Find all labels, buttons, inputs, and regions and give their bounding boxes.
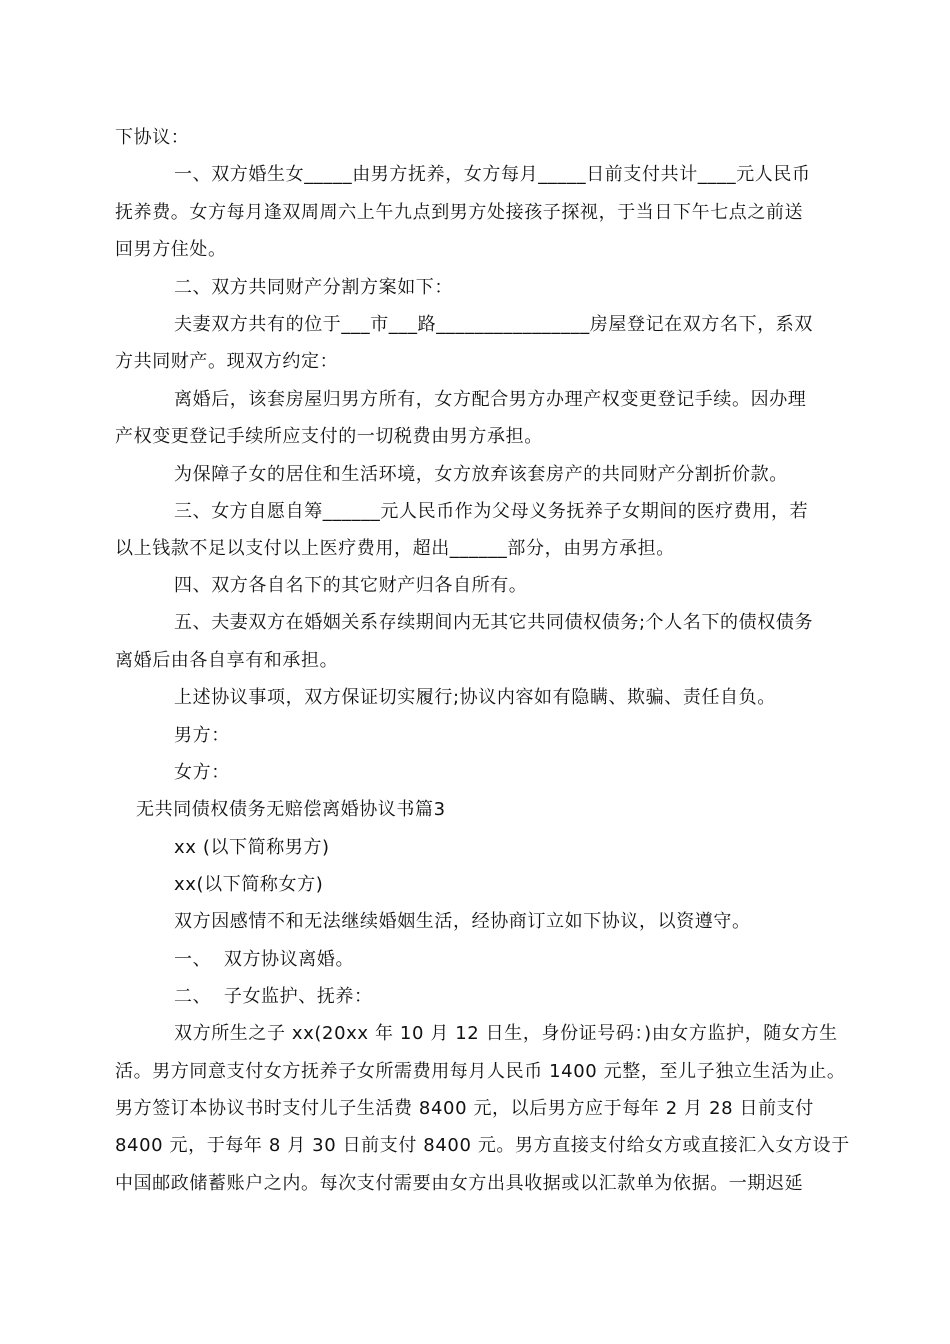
section-heading: 五、夫妻双方在婚姻关系存续期间内无其它共同债权债务;个人名下的债权债务 [174,612,814,633]
text-line: 夫妻双方共有的位于___市___路________________房屋登记在双方名下，系双 [174,314,813,335]
text-line: 活。男方同意支付女方抚养子女所需费用每月人民币 1400 元整，至儿子独立生活为止。 [115,1061,846,1082]
text-line: 双方因感情不和无法继续婚姻生活，经协商订立如下协议，以资遵守。 [174,911,751,932]
text-line: 离婚后，该套房屋归男方所有，女方配合男方办理产权变更登记手续。因办理 [174,389,807,410]
text-line: 离婚后由各自享有和承担。 [115,650,339,671]
section-heading: 二、 子女监护、抚养： [174,986,373,1007]
section-heading: 四、双方各自名下的其它财产归各自所有。 [174,575,528,596]
text-line: 方共同财产。现双方约定： [115,351,339,372]
document-title: 无共同债权债务无赔偿离婚协议书篇3 [136,799,446,820]
section-heading: 二、双方共同财产分割方案如下： [174,277,453,298]
text-line: 上述协议事项，双方保证切实履行;协议内容如有隐瞒、欺骗、责任自负。 [174,687,776,708]
signature-label-female: 女方： [174,762,230,783]
text-line: 下协议： [115,127,190,148]
text-line: 抚养费。女方每月逢双周周六上午九点到男方处接孩子探视，于当日下午七点之前送 [115,202,804,223]
signature-label-male: 男方： [174,725,230,746]
text-line: 8400 元，于每年 8 月 30 日前支付 8400 元。男方直接支付给女方或直接汇入女方设于 [115,1135,850,1156]
section-heading: 一、 双方协议离婚。 [174,949,355,970]
text-line: 以上钱款不足以支付以上医疗费用，超出______部分，由男方承担。 [115,538,675,559]
text-line: 一、双方婚生女_____由男方抚养，女方每月_____日前支付共计____元人民币 [174,164,811,185]
party-line-female: xx(以下简称女方) [174,874,324,895]
text-line: 为保障子女的居住和生活环境，女方放弃该套房产的共同财产分割折价款。 [174,464,788,485]
text-line: 回男方住处。 [115,239,227,260]
section-heading: 三、女方自愿自筹______元人民币作为父母义务抚养子女期间的医疗费用，若 [174,501,809,522]
party-line-male: xx (以下简称男方) [174,837,330,858]
text-line: 中国邮政储蓄账户之内。每次支付需要由女方出具收据或以汇款单为依据。一期迟延 [115,1173,804,1194]
text-line: 男方签订本协议书时支付儿子生活费 8400 元，以后男方应于每年 2 月 28 日前支付 [115,1098,814,1119]
text-line: 产权变更登记手续所应支付的一切税费由男方承担。 [115,426,543,447]
text-line: 双方所生之子 xx(20xx 年 10 月 12 日生，身份证号码：)由女方监护，随女方生 [174,1023,838,1044]
